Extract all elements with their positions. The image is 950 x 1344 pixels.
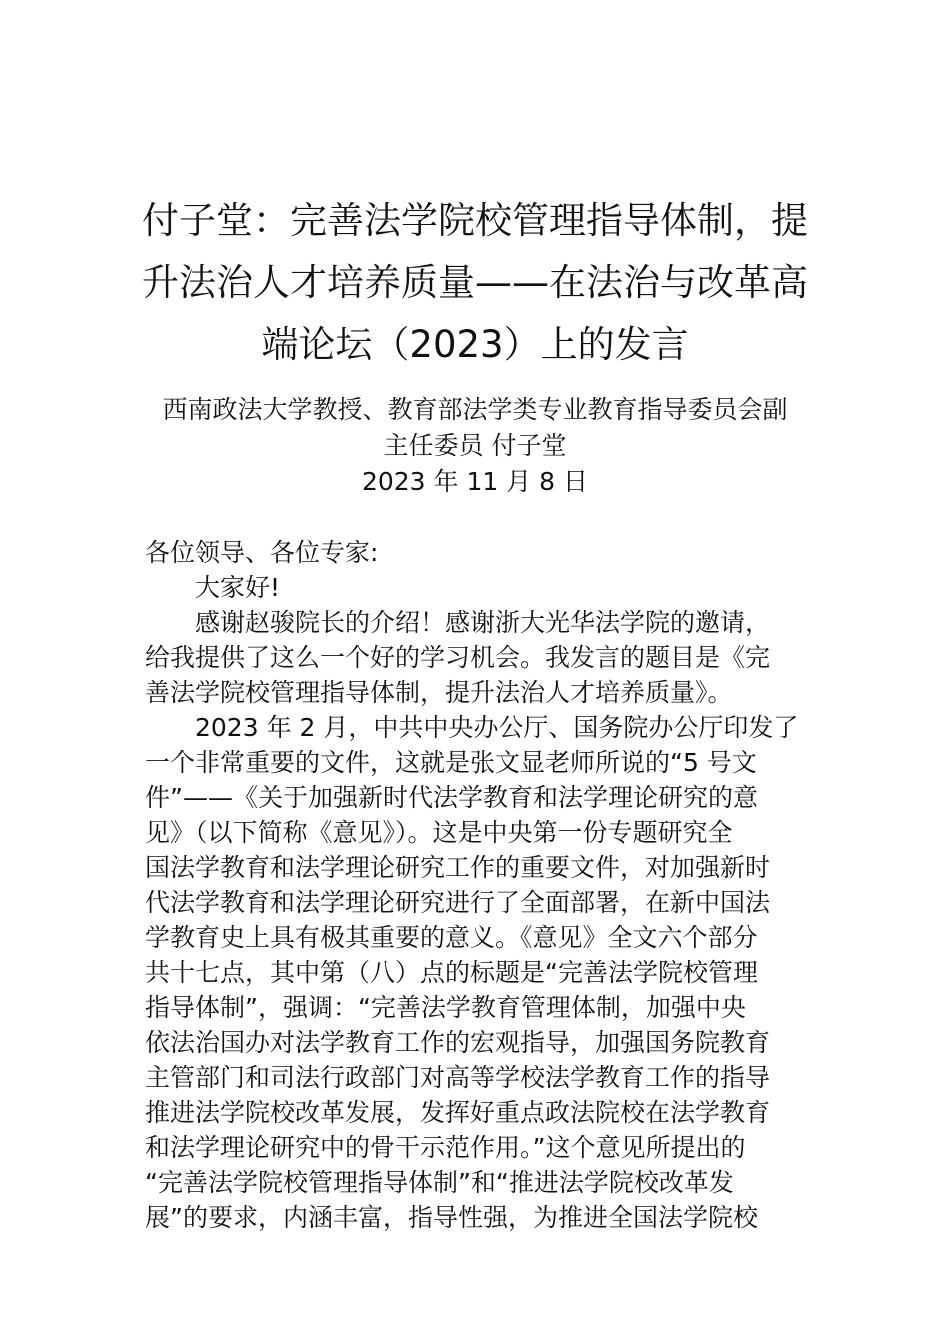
paragraph-line: 共十七点，其中第（八）点的标题是“完善法学院校管理: [145, 958, 758, 987]
speech-body: [145, 535, 810, 1235]
author-name: 主任委员 付子堂: [383, 431, 567, 460]
title-line: 升法治人才培养质量——在法治与改革高: [142, 261, 808, 304]
author-affiliation: 西南政法大学教授、教育部法学类专业教育指导委员会副: [162, 395, 788, 424]
document-title: [140, 190, 810, 376]
paragraph-line: 见》（以下简称《意见》）。这是中央第一份专题研究全: [145, 818, 733, 847]
paragraph-line: 依法治国办对法学教育工作的宏观指导，加强国务院教育: [145, 1028, 771, 1057]
paragraph-line: 代法学教育和法学理论研究进行了全面部署，在新中国法: [145, 888, 771, 917]
paragraph-line: 给我提供了这么一个好的学习机会。我发言的题目是《完: [145, 643, 771, 672]
paragraph-line: 2023 年 2 月，中共中央办公厅、国务院办公厅印发了: [195, 713, 799, 742]
paragraph-line: “完善法学院校管理指导体制”和“推进法学院校改革发: [145, 1168, 734, 1197]
title-line: 付子堂：完善法学院校管理指导体制，提: [142, 199, 808, 242]
greeting: 大家好!: [195, 573, 281, 602]
author-byline: [140, 392, 810, 500]
paragraph-line: 和法学理论研究中的骨干示范作用。”这个意见所提出的: [145, 1133, 746, 1162]
paragraph-line: 主管部门和司法行政部门对高等学校法学教育工作的指导: [145, 1063, 771, 1092]
paragraph-line: 展”的要求，内涵丰富，指导性强，为推进全国法学院校: [145, 1203, 758, 1232]
paragraph-line: 一个非常重要的文件，这就是张文显老师所说的“5 号文: [145, 748, 757, 777]
speech-date: 2023 年 11 月 8 日: [361, 467, 589, 496]
paragraph-line: 推进法学院校改革发展，发挥好重点政法院校在法学教育: [145, 1098, 771, 1127]
salutation: 各位领导、各位专家:: [145, 538, 379, 567]
title-line: 端论坛（2023）上的发言: [261, 323, 689, 366]
paragraph-line: 学教育史上具有极其重要的意义。《意见》全文六个部分: [145, 923, 758, 952]
paragraph-line: 感谢赵骏院长的介绍！感谢浙大光华法学院的邀请，: [195, 608, 771, 637]
paragraph-line: 国法学教育和法学理论研究工作的重要文件，对加强新时: [145, 853, 771, 882]
paragraph-line: 善法学院校管理指导体制，提升法治人才培养质量》。: [145, 678, 733, 707]
paragraph-line: 件”——《关于加强新时代法学教育和法学理论研究的意: [145, 783, 758, 812]
paragraph-line: 指导体制”，强调：“完善法学教育管理体制，加强中央: [145, 993, 746, 1022]
